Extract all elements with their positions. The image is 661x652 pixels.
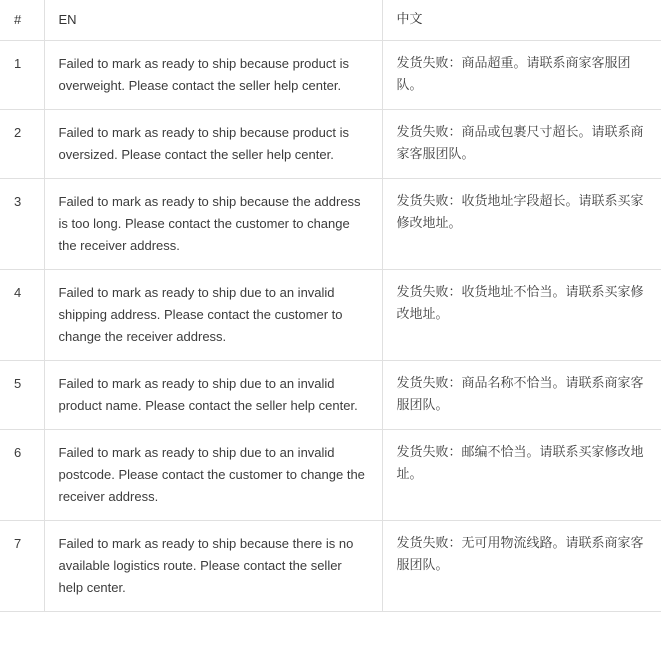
table-row [0, 361, 661, 430]
table-row [0, 521, 661, 612]
cell-zh-message: 发货失败：收货地址字段超长。请联系买家修改地址。 [382, 179, 661, 270]
cell-zh-message: 发货失败：商品名称不恰当。请联系商家客服团队。 [382, 361, 661, 430]
table-row [0, 270, 661, 361]
column-header-zh: 中文 [382, 0, 661, 41]
table-row [0, 41, 661, 110]
cell-zh-message: 发货失败：无可用物流线路。请联系商家客服团队。 [382, 521, 661, 612]
cell-zh-message: 发货失败：商品超重。请联系商家客服团队。 [382, 41, 661, 110]
cell-zh-message: 发货失败：邮编不恰当。请联系买家修改地址。 [382, 430, 661, 521]
cell-en-message: Failed to mark as ready to ship due to an invalid product name. Please contact the seller help center. [44, 361, 382, 430]
table-row [0, 179, 661, 270]
cell-en-message: Failed to mark as ready to ship due to an invalid postcode. Please contact the customer to change the receiver address. [44, 430, 382, 521]
cell-number: 1 [0, 41, 44, 110]
cell-number: 5 [0, 361, 44, 430]
cell-en-message: Failed to mark as ready to ship because product is oversized. Please contact the seller help center. [44, 110, 382, 179]
cell-en-message: Failed to mark as ready to ship because product is overweight. Please contact the seller help center. [44, 41, 382, 110]
table-header [0, 0, 661, 41]
cell-en-message: Failed to mark as ready to ship because the address is too long. Please contact the customer to change the receiver address. [44, 179, 382, 270]
cell-number: 3 [0, 179, 44, 270]
column-header-en: EN [44, 0, 382, 41]
table-row [0, 430, 661, 521]
cell-zh-message: 发货失败：商品或包裹尺寸超长。请联系商家客服团队。 [382, 110, 661, 179]
cell-zh-message: 发货失败：收货地址不恰当。请联系买家修改地址。 [382, 270, 661, 361]
table-row [0, 110, 661, 179]
table-body [0, 41, 661, 612]
column-header-number: # [0, 0, 44, 41]
cell-number: 2 [0, 110, 44, 179]
cell-number: 4 [0, 270, 44, 361]
cell-number: 6 [0, 430, 44, 521]
cell-en-message: Failed to mark as ready to ship because there is no available logistics route. Please contact the seller help center. [44, 521, 382, 612]
cell-en-message: Failed to mark as ready to ship due to an invalid shipping address. Please contact the customer to change the receiver address. [44, 270, 382, 361]
cell-number: 7 [0, 521, 44, 612]
table-header-row [0, 0, 661, 41]
